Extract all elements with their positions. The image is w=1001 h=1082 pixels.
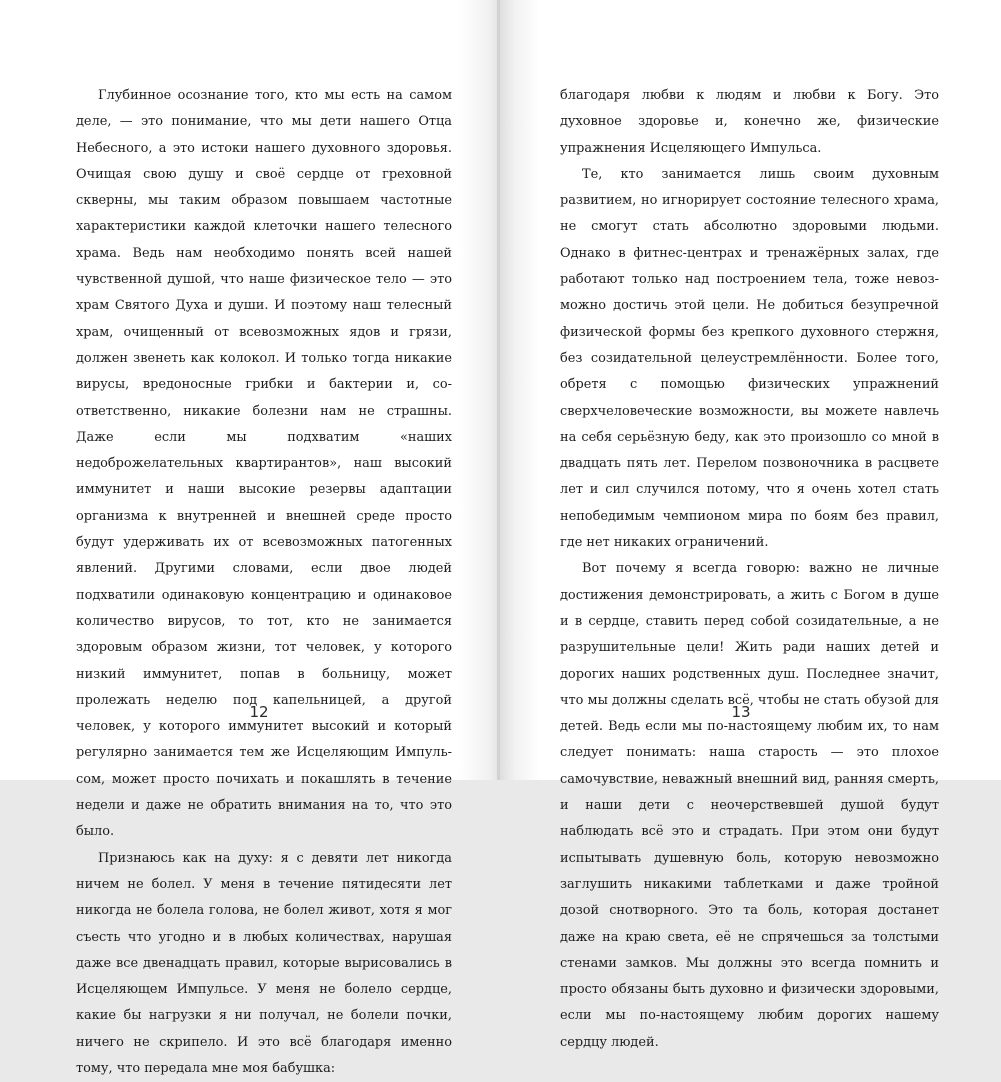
page-number-right: 13 bbox=[731, 703, 751, 721]
right-page bbox=[500, 0, 1001, 1050]
paragraph: Вот почему я всегда говорю: важно не личные достижения демонстрировать, а жить с Богом в душе и в сердце, ставить перед собой созидательные, а не разрушительные цели! Жить ради наших детей и дорогих наших родственных душ. Последнее значит, что мы должны сделать всё, чтобы не стать обузой для детей. Ведь если мы по-настоящему любим их, то нам следует понимать: наша старость — это плохое самочувствие, неважный внешний вид, ранняя смерть, и наши дети с неочерствевшей душой будут наблюдать всё это и страдать. При этом они будут испытывать душевную боль, которую невозможно заглушить никакими таблетками и даже тройной дозой снотворного. Это та боль, которая достанет даже на краю света, её не спрячешься за толстыми стенами замков. Мы должны это всегда помнить и просто обязаны быть духовно и физически здоровыми, если мы по-настоящему любим дорогих нашему сердцу людей. bbox=[560, 561, 939, 1050]
right-page-text bbox=[560, 83, 939, 1056]
paragraph-continued: благодаря любви к людям и любви к Богу. Это духовное здоровье и, конечно же, физические упражнения Исцеляющего Импульса. bbox=[560, 88, 939, 156]
paragraph: Признаюсь как на духу: я с девяти лет никогда ничем не болел. У меня в течение пятидесяти лет никогда не болела голова, не болел живот, хотя я мог съесть что угодно и в любых количествах, нарушая даже все двенадцать правил, которые вырисовались в Исцеляющем Импульсе. У меня не болело сердце, какие бы нагрузки я ни получал, не болели почки, ничего не скрипело. И это всё благодаря именно тому, что передала мне моя бабушка: bbox=[76, 850, 452, 1076]
left-page-text bbox=[76, 83, 452, 1082]
left-page bbox=[0, 0, 499, 1076]
paragraph: Те, кто занимается лишь своим духовным развитием, но игнорирует состояние телесного храма, не смогут стать абсолютно здоровыми людьми. Однако в фитнес-центрах и тренажёрных залах, где работают только над построением тела, тоже невозможно достичь этой цели. Не добиться безупречной физической формы без крепкого духовного стержня, без созидательной целеустремлённости. Более того, обретя с помощью физических упражнений сверхчеловеческие возможности, вы можете навлечь на себя серьёзную беду, как это произошло со мной в двадцать пять лет. Перелом позвоночника в расцвете лет и сил случился потому, что я очень хотел стать непобедимым чемпионом мира по боям без правил, где нет никаких ограничений. bbox=[560, 166, 939, 551]
page-number-left: 12 bbox=[249, 703, 269, 721]
paragraph: Глубинное осознание того, кто мы есть на самом деле, — это понимание, что мы дети нашего Отца Небесного, а это истоки нашего духовного здоровья. Очищая свою душу и своё сердце от греховной скверны, мы таким образом повышаем частотные характеристики каждой клеточки нашего телесного храма. Ведь нам необходимо понять всей нашей чувственной душой, что наше физическое тело — это храм Святого Духа и души. И поэтому наш телесный храм, очищенный от всевозможных ядов и грязи, должен звенеть как колокол. И только тогда никакие вирусы, вредоносные грибки и бактерии и, соответственно, никакие болезни нам не страшны. Даже если мы подхватим «наших недоброжелательных квартирантов», наш высокий иммунитет и наши высокие резервы адаптации организма к внутренней и внешней среде просто будут удерживать их от всевозможных патогенных явлений. Другими словами, если двое людей подхватили одинаковую концентрацию и одинаковое количество вирусов, то тот, кто не занимается здоровым образом жизни, тот человек, у которого низкий иммунитет, попав в больницу, может пролежать неделю под капельницей, а другой человек, у которого иммунитет высокий и который регулярно занимается тем же Исцеляющим Импульсом, может просто почихать и покашлять в течение недели и даже не обратить внимания на то, что это было. bbox=[76, 88, 452, 840]
